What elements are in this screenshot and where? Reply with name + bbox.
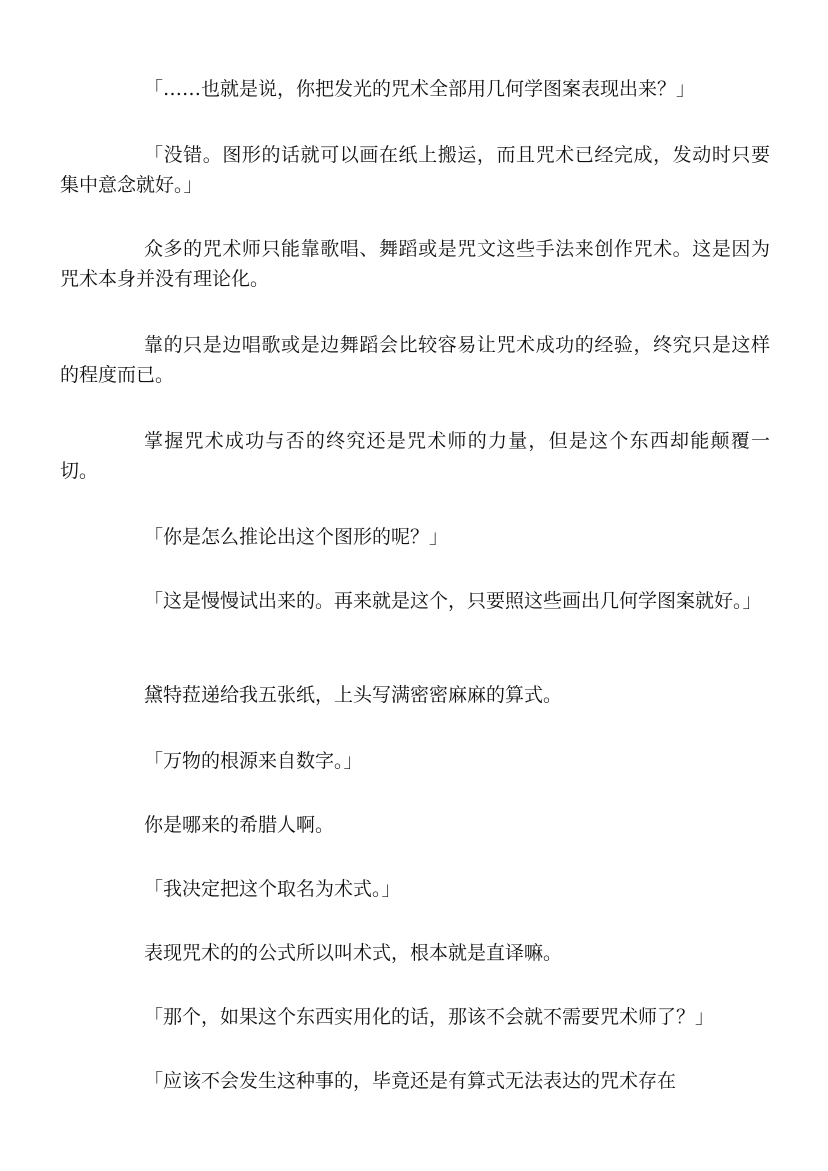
paragraph-12: 表现咒术的的公式所以叫术式，根本就是直译嘛。 <box>144 942 563 964</box>
paragraph-11: 「我决定把这个取名为术式。」 <box>144 878 401 900</box>
paragraph-9: 「万物的根源来自数字。」 <box>144 750 363 772</box>
paragraph-7: 「这是慢慢试出来的。再来就是这个，只要照这些画出几何学图案就好。」 <box>144 590 762 612</box>
paragraph-2: 「没错。图形的话就可以画在纸上搬运，而且咒术已经完成，发动时只要集中意念就好。」 <box>60 144 770 196</box>
paragraph-4: 靠的只是边唱歌或是边舞蹈会比较容易让咒术成功的经验，终究只是这样的程度而已。 <box>60 334 770 386</box>
paragraph-13: 「那个，如果这个东西实用化的话，那该不会就不需要咒术师了？」 <box>144 1006 715 1028</box>
paragraph-5: 掌握咒术成功与否的终究还是咒术师的力量，但是这个东西却能颠覆一切。 <box>60 430 770 482</box>
paragraph-3: 众多的咒术师只能靠歌唱、舞蹈或是咒文这些手法来创作咒术。这是因为咒术本身并没有理论化。 <box>60 238 770 290</box>
paragraph-6: 「你是怎么推论出这个图形的呢？」 <box>144 526 449 548</box>
paragraph-1: 「……也就是说，你把发光的咒术全部用几何学图案表现出来？」 <box>144 78 696 100</box>
paragraph-10: 你是哪来的希腊人啊。 <box>144 814 335 836</box>
paragraph-14: 「应该不会发生这种事的，毕竟还是有算式无法表达的咒术存在 <box>144 1070 677 1092</box>
paragraph-8: 黛特菈递给我五张纸，上头写满密密麻麻的算式。 <box>144 684 563 706</box>
